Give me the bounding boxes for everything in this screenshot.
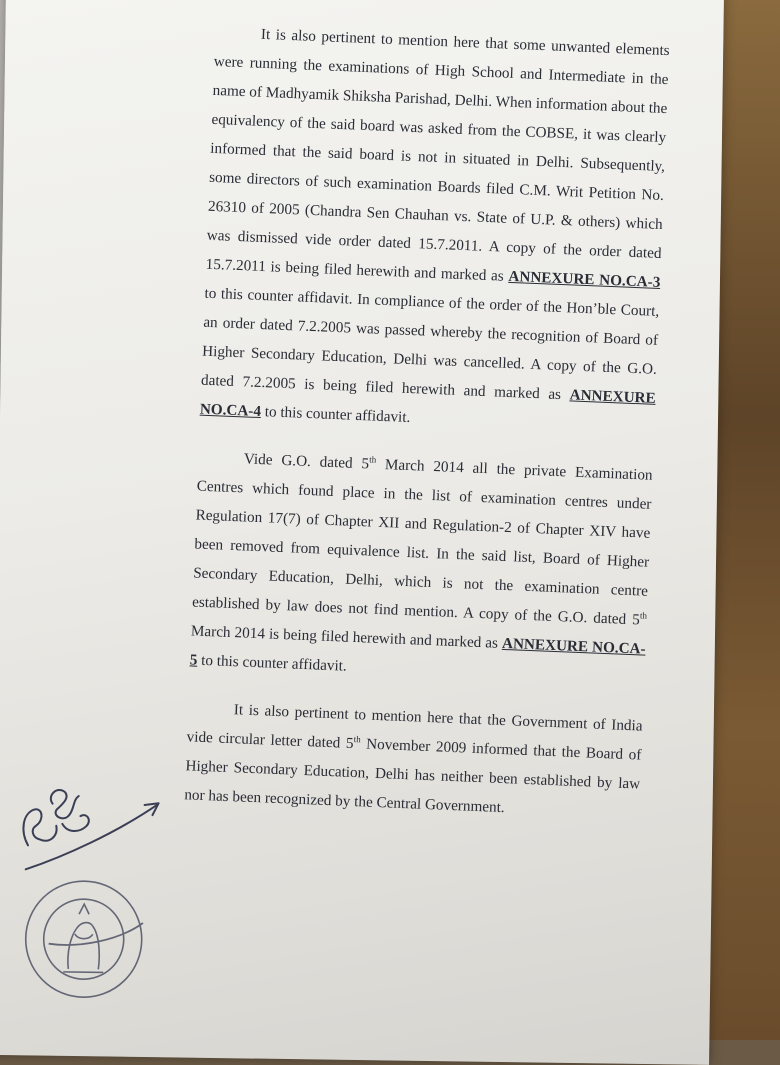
text-segment: Vide G.O. dated 5 bbox=[243, 450, 370, 473]
paragraph bbox=[189, 443, 653, 693]
text-segment: to this counter affidavit. In compliance of the order of the Hon’ble Court, an order dated 7.2.2005 was passed whereby the recognition of Board of Higher Secondary Education, Delhi was cancelled. A copy of the G.O. dated 7.2.2005 is being filed herewith and marked as bbox=[200, 284, 660, 404]
paragraph bbox=[184, 693, 643, 827]
superscript: th bbox=[369, 454, 377, 465]
text-segment: November 2009 informed that the Board of Higher Secondary Education, Delhi has neither been established by law nor has been recognized by the Central Government. bbox=[184, 735, 642, 817]
annexure-reference: ANNEXURE NO.CA-5 bbox=[189, 634, 646, 669]
superscript: th bbox=[353, 733, 361, 745]
document-body bbox=[183, 18, 670, 847]
text-segment: to this counter affidavit. bbox=[260, 403, 411, 427]
handwritten-signature bbox=[5, 773, 177, 885]
annexure-reference: ANNEXURE NO.CA-3 bbox=[508, 267, 661, 291]
commissioner-seal-stamp bbox=[18, 873, 150, 1005]
paragraph bbox=[199, 18, 670, 442]
text-segment: March 2014 is being filed herewith and marked as bbox=[190, 622, 503, 652]
text-segment: It is also pertinent to mention here that some unwanted elements were running the examinations of High School and Intermediate in the name of Madhyamik Shiksha Parishad, Delhi. When information about the equivalency of the said board was asked from the COBSE, it was clearly informed that the said board is not in situated in Delhi. Subsequently, some directors of such examination Boards filed C.M. Writ Petition No. 26310 of 2005 (Chandra Sen Chauhan vs. State of U.P. & others) which was dismissed vide order dated 15.7.2011. A copy of the order dated 15.7.2011 is being filed herewith and marked as bbox=[205, 25, 670, 285]
superscript: th bbox=[639, 610, 648, 621]
text-segment: March 2014 all the private Examination Centres which found place in the list of examination centres under Regulation 17(7) of Chapter XII and Regulation-2 of Chapter XIV have been removed from equivalence list. In the said list, Board of Higher Secondary Education, Delhi, which is not the examination centre established by law does not find mention. A copy of the G.O. dated 5 bbox=[191, 455, 653, 629]
text-segment: to this counter affidavit. bbox=[197, 651, 348, 675]
annexure-reference: ANNEXURE NO.CA-4 bbox=[199, 386, 657, 421]
text-segment: It is also pertinent to mention here that the Government of India vide circular letter dated 5 bbox=[186, 701, 643, 753]
